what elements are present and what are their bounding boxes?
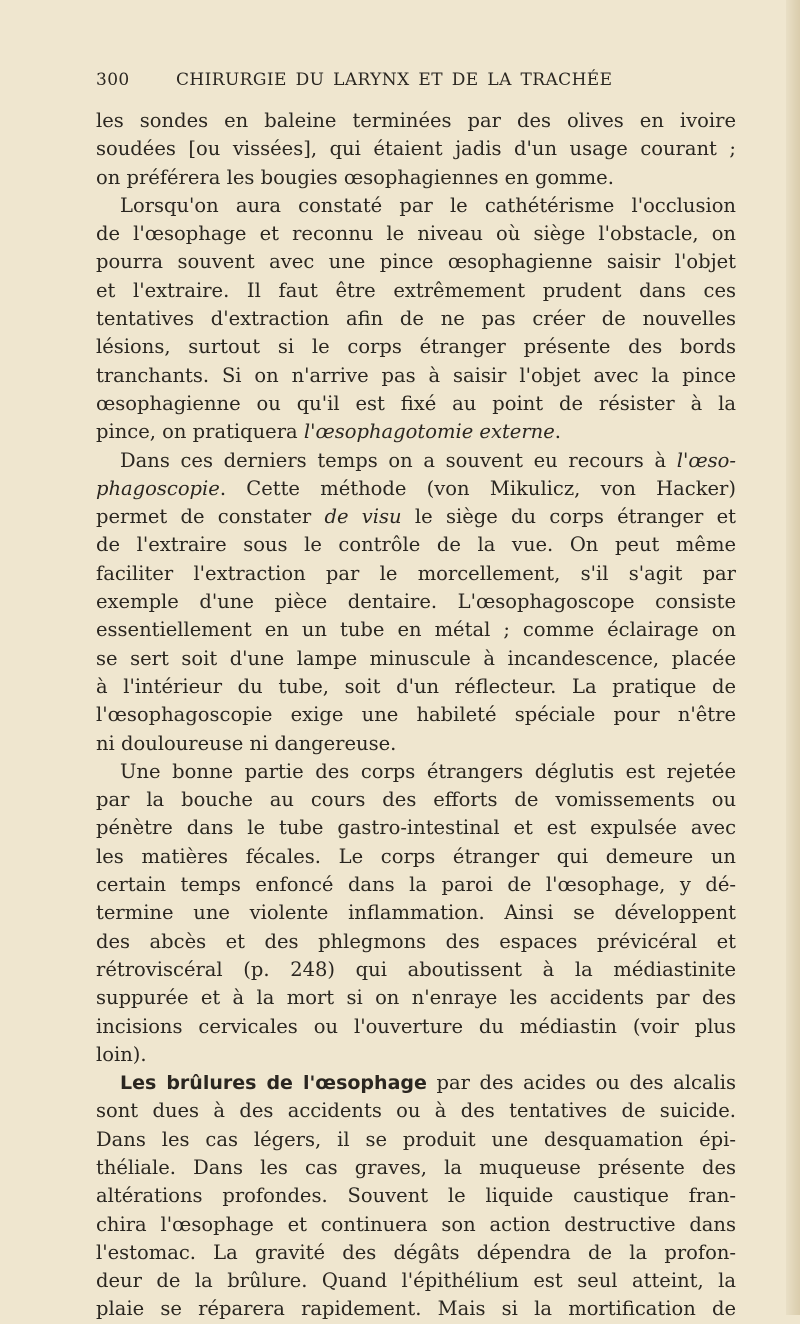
line-text-before: Dans ces derniers temps on a souvent eu recours à [120, 448, 677, 472]
text-line [96, 503, 736, 531]
text-line [96, 277, 736, 305]
section-heading: Les brûlures de l'œsophage [120, 1072, 427, 1095]
text-line [96, 1239, 736, 1267]
text-line [96, 1126, 736, 1154]
text-line [96, 730, 736, 758]
text-line [96, 1182, 736, 1210]
line-text: les matières fécales. Le corps étranger qui demeure un [96, 844, 736, 868]
line-text: Lorsqu'on aura constaté par le cathétérisme l'occlusion [120, 193, 736, 217]
line-text: lésions, surtout si le corps étranger présente des bords [96, 335, 736, 359]
line-text: exemple d'une pièce dentaire. L'œsophagoscope consiste [96, 590, 736, 614]
line-text: soudées [ou vissées], qui étaient jadis d'un usage courant ; [96, 137, 736, 161]
line-text: Une bonne partie des corps étrangers déglutis est rejetée [120, 759, 736, 783]
running-header [96, 70, 716, 98]
line-text: l'estomac. La gravité des dégâts dépendra de la profon- [96, 1240, 736, 1264]
line-text: des abcès et des phlegmons des espaces prévicéral et [96, 929, 736, 953]
text-line [96, 475, 736, 503]
line-text: l'œsophagoscopie exige une habileté spéciale pour n'être [96, 703, 736, 727]
text-line [96, 899, 736, 927]
line-text: œsophagienne ou qu'il est fixé au point de résister à la [96, 391, 736, 415]
text-line [96, 616, 736, 644]
text-line [96, 1211, 736, 1239]
line-text: altérations profondes. Souvent le liquide caustique fran- [96, 1184, 736, 1208]
line-text: plaie se réparera rapidement. Mais si la mortification de [96, 1297, 736, 1321]
line-text: termine une violente inflammation. Ainsi se développent [96, 901, 736, 925]
line-text: et l'extraire. Il faut être extrêmement prudent dans ces [96, 278, 736, 302]
text-line [96, 192, 736, 220]
line-text: les sondes en baleine terminées par des olives en ivoire [96, 109, 736, 132]
italic-term: l'œsophagotomie externe [303, 420, 555, 444]
line-text: de l'œsophage et reconnu le niveau où siège l'obstacle, on [96, 222, 736, 246]
line-text-after: par des acides ou des alcalis [426, 1071, 736, 1095]
text-line [96, 956, 736, 984]
text-line [96, 1154, 736, 1182]
text-line [96, 1041, 736, 1069]
text-line [96, 1013, 736, 1041]
text-line [96, 645, 736, 673]
italic-term: phagoscopie [96, 476, 220, 500]
line-text-before: permet de constater [96, 505, 325, 529]
line-text-after: . [554, 420, 561, 444]
line-text: se sert soit d'une lampe minuscule à incandescence, placée [96, 646, 736, 670]
text-line [96, 447, 736, 475]
line-text: chira l'œsophage et continuera son action destructive dans [96, 1212, 736, 1236]
text-line [96, 164, 736, 192]
line-text: certain temps enfoncé dans la paroi de l'œsophage, y dé- [96, 873, 736, 897]
text-line [96, 928, 736, 956]
text-line [96, 135, 736, 163]
line-text: pénètre dans le tube gastro-intestinal et est expulsée avec [96, 816, 736, 840]
line-text: tranchants. Si on n'arrive pas à saisir l'objet avec la pince [96, 363, 736, 387]
line-text: incisions cervicales ou l'ouverture du médiastin (voir plus [96, 1014, 736, 1038]
line-text: théliale. Dans les cas graves, la muqueuse présente des [96, 1155, 736, 1179]
line-text: ni douloureuse ni dangereuse. [96, 731, 397, 755]
text-line [96, 814, 736, 842]
line-text-after: le siège du corps étranger et [401, 505, 737, 529]
page-edge [786, 0, 800, 1315]
text-line [96, 220, 736, 248]
text-line [96, 362, 736, 390]
line-text: suppurée et à la mort si on n'enraye les accidents par des [96, 986, 736, 1010]
line-text: par la bouche au cours des efforts de vomissements ou [96, 788, 736, 812]
text-line [96, 1097, 736, 1125]
text-line [96, 843, 736, 871]
text-line [96, 758, 736, 786]
line-text-after: . Cette méthode (von Mikulicz, von Hacker) [219, 476, 736, 500]
line-text: Dans les cas légers, il se produit une desquamation épi- [96, 1127, 736, 1151]
text-line [96, 418, 736, 446]
text-line [96, 107, 736, 135]
italic-term: de visu [324, 505, 402, 529]
text-line [96, 673, 736, 701]
text-line [96, 248, 736, 276]
text-line [96, 1069, 736, 1097]
body-text [96, 107, 736, 1324]
text-line [96, 390, 736, 418]
text-line [96, 588, 736, 616]
text-line [96, 871, 736, 899]
line-text: loin). [96, 1042, 147, 1066]
text-line [96, 305, 736, 333]
line-text: à l'intérieur du tube, soit d'un réflecteur. La pratique de [96, 674, 736, 698]
text-line [96, 531, 736, 559]
text-line [96, 333, 736, 361]
italic-term: l'œso- [676, 448, 736, 472]
line-text: pourra souvent avec une pince œsophagienne saisir l'objet [96, 250, 736, 274]
line-text: tentatives d'extraction afin de ne pas créer de nouvelles [96, 307, 736, 331]
text-line [96, 984, 736, 1012]
text-line [96, 701, 736, 729]
line-text: rétroviscéral (p. 248) qui aboutissent à la médiastinite [96, 957, 736, 981]
text-line [96, 1295, 736, 1323]
page-number: 300 [96, 70, 130, 90]
line-text: deur de la brûlure. Quand l'épithélium est seul atteint, la [96, 1269, 736, 1293]
line-text: essentiellement en un tube en métal ; comme éclairage on [96, 618, 736, 642]
line-text: sont dues à des accidents ou à des tentatives de suicide. [96, 1099, 736, 1123]
running-title: CHIRURGIE DU LARYNX ET DE LA TRACHÉE [176, 70, 613, 90]
line-text-before: pince, on pratiquera [96, 420, 304, 444]
line-text: on préférera les bougies œsophagiennes en gomme. [96, 165, 614, 189]
text-line [96, 786, 736, 814]
text-line [96, 560, 736, 588]
text-line [96, 1267, 736, 1295]
line-text: faciliter l'extraction par le morcellement, s'il s'agit par [96, 561, 736, 585]
line-text: de l'extraire sous le contrôle de la vue. On peut même [96, 533, 736, 557]
